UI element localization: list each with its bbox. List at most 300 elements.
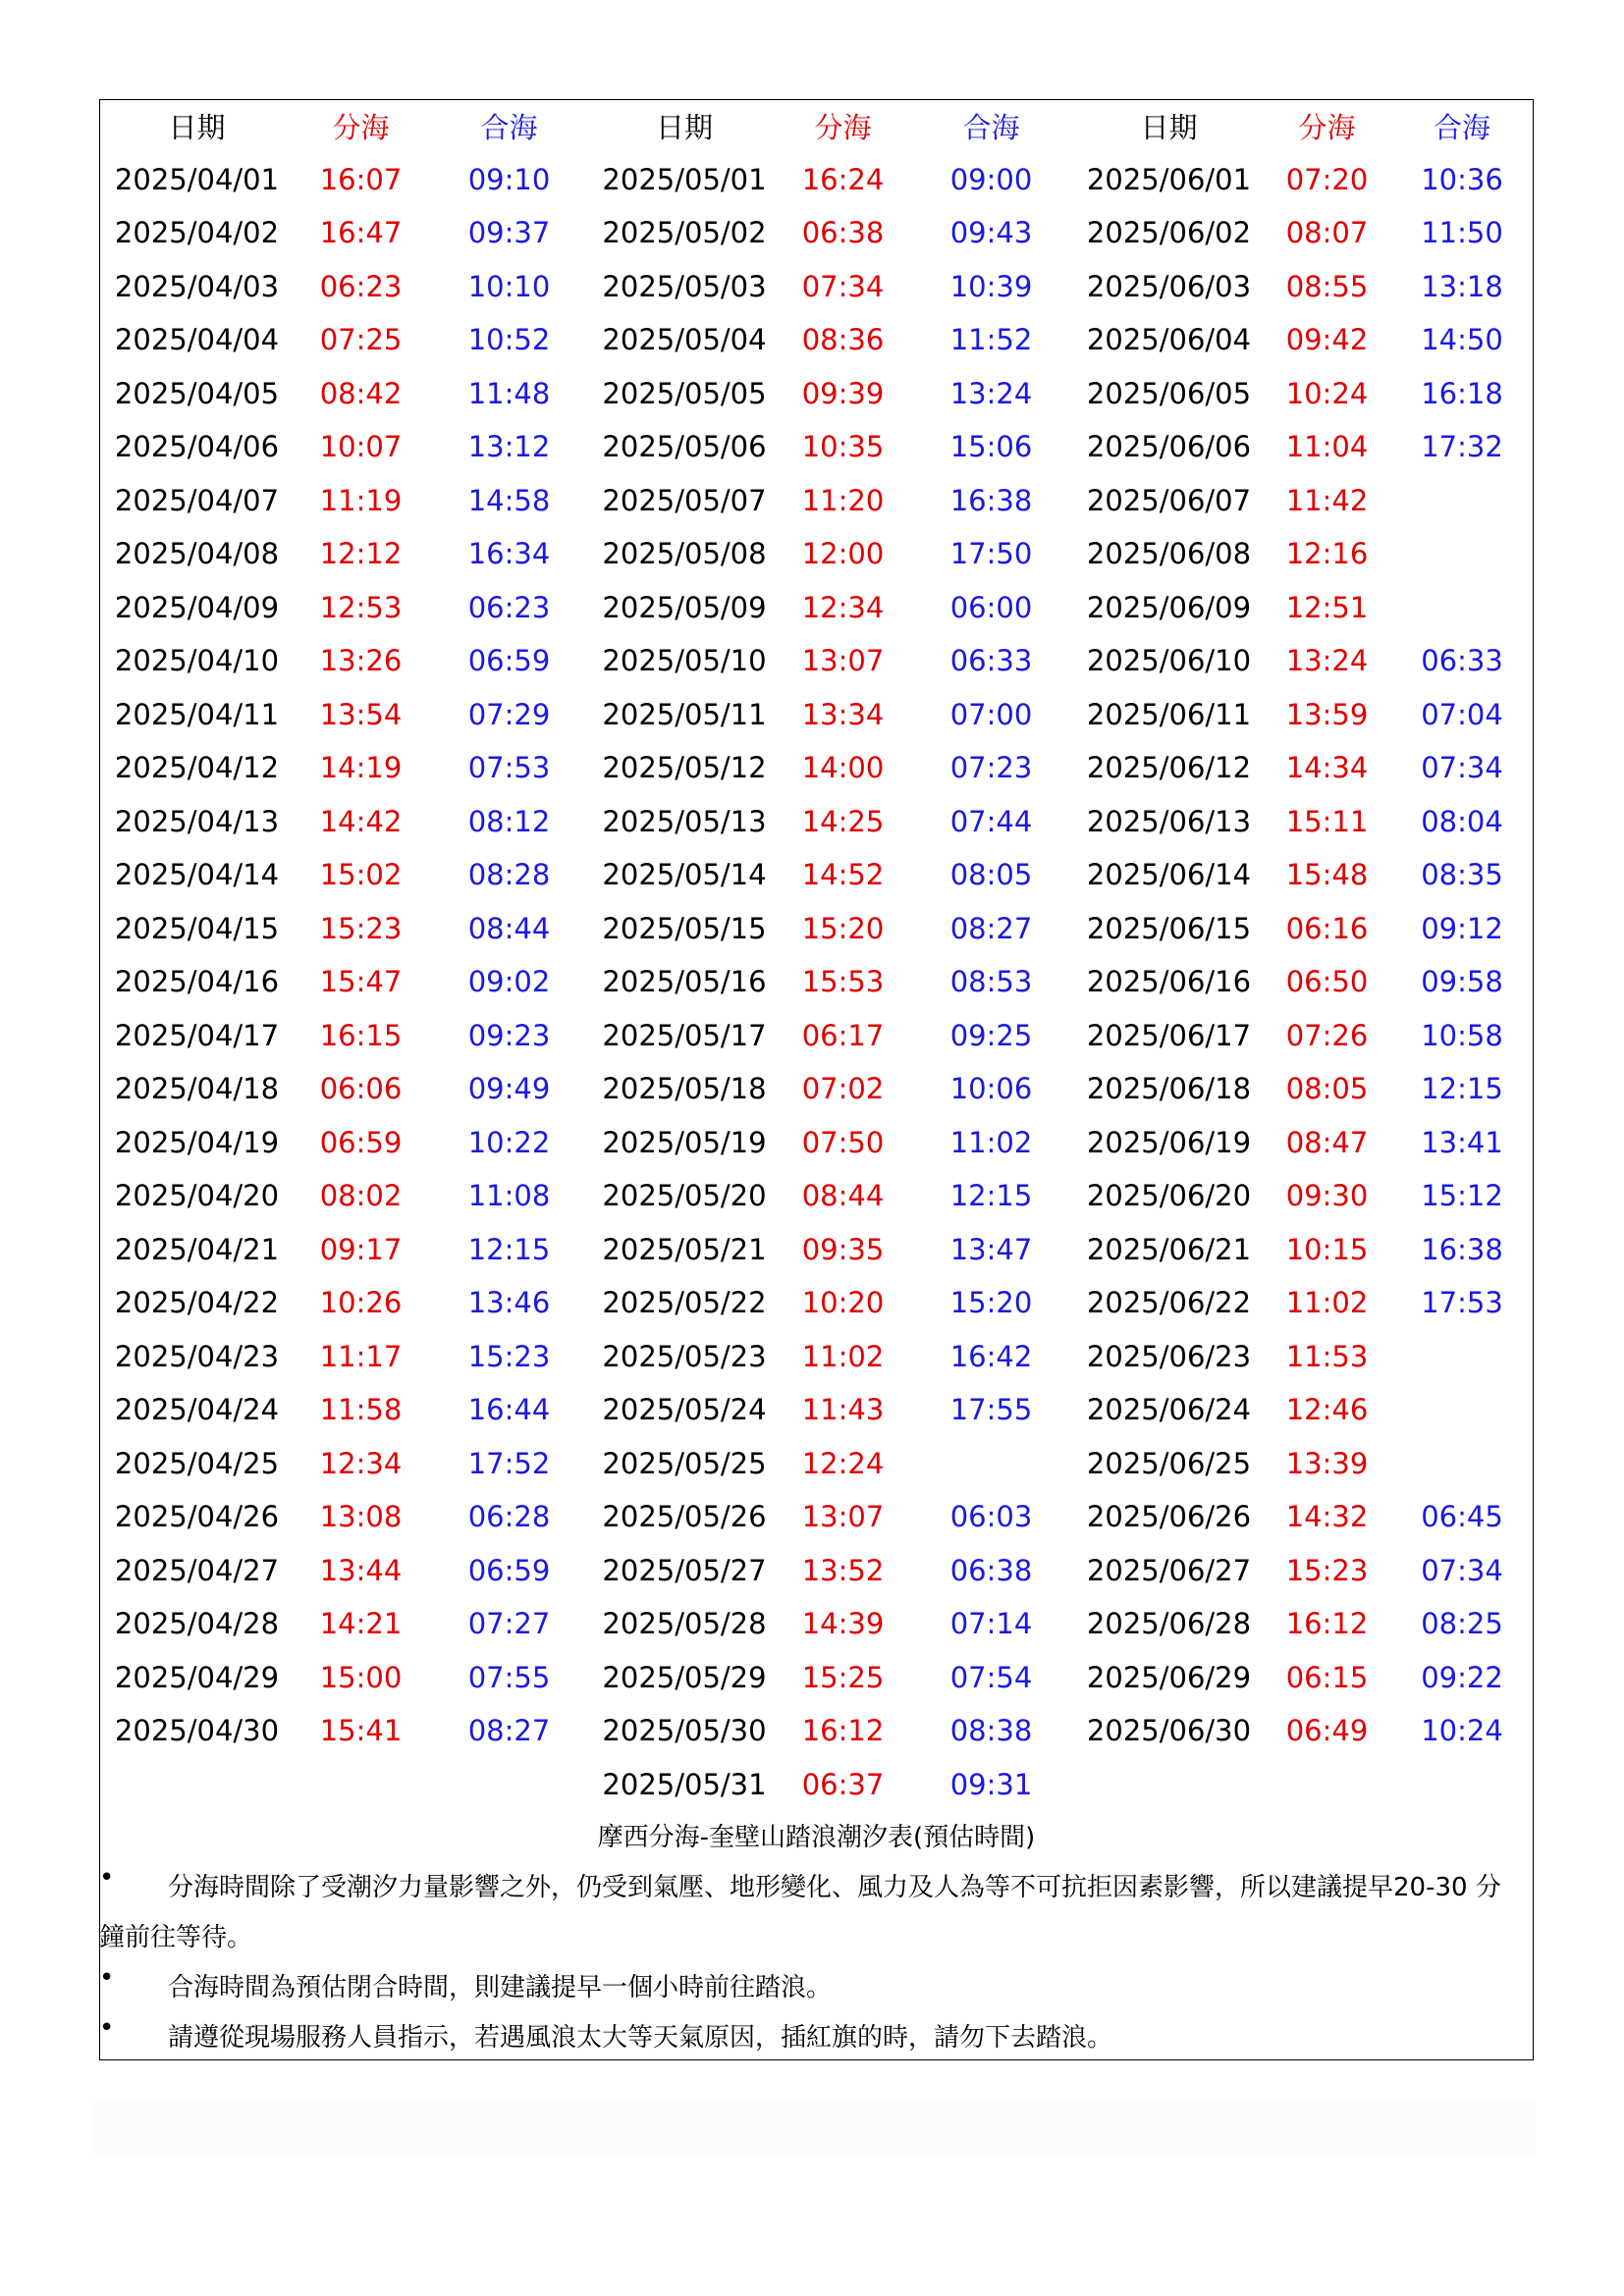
table-row [99, 1437, 1534, 1491]
june-date-cell: 2025/06/14 [1086, 858, 1252, 892]
june-date-cell: 2025/06/02 [1086, 216, 1252, 250]
june-merge-cell: 06:45 [1421, 1500, 1503, 1534]
may-date-cell: 2025/05/31 [602, 1767, 767, 1801]
may-split-cell: 15:20 [801, 911, 885, 945]
may-merge-cell: 07:54 [949, 1660, 1033, 1694]
april-merge-cell: 09:10 [467, 162, 551, 196]
june-merge-cell: 10:58 [1421, 1018, 1503, 1052]
may-merge-cell: 07:23 [949, 751, 1033, 785]
may-date-cell: 2025/05/10 [602, 644, 767, 678]
april-merge-cell: 06:23 [467, 590, 551, 624]
april-merge-cell: 09:37 [467, 216, 551, 250]
april-date-cell: 2025/04/22 [114, 1286, 280, 1320]
april-split-cell: 13:54 [319, 697, 403, 731]
april-split-cell: 13:26 [319, 644, 403, 678]
june-date-cell: 2025/06/30 [1086, 1714, 1252, 1748]
april-merge-cell: 07:27 [467, 1607, 551, 1641]
april-merge-cell: 09:49 [467, 1072, 551, 1106]
june-merge-cell: 10:24 [1421, 1714, 1503, 1748]
june-split-cell: 10:24 [1285, 376, 1369, 410]
header-split-june: 分海 [1298, 110, 1356, 144]
may-date-cell: 2025/05/09 [602, 590, 767, 624]
april-split-cell: 14:19 [319, 751, 403, 785]
april-merge-cell: 06:59 [467, 1553, 551, 1587]
table-row [99, 367, 1534, 421]
june-split-cell: 11:04 [1285, 430, 1369, 464]
may-merge-cell: 06:33 [949, 644, 1033, 678]
april-merge-cell: 09:23 [467, 1018, 551, 1052]
april-split-cell: 14:21 [319, 1607, 403, 1641]
april-date-cell: 2025/04/02 [114, 216, 280, 250]
may-split-cell: 09:35 [801, 1232, 885, 1266]
april-split-cell: 12:53 [319, 590, 403, 624]
note-text-3: 請遵從現場服務人員指示，若遇風浪太大等天氣原因，插紅旗的時，請勿下去踏浪。 [168, 2023, 1113, 2053]
may-date-cell: 2025/05/18 [602, 1072, 767, 1106]
table-row [99, 1276, 1534, 1330]
header-merge-april: 合海 [480, 110, 538, 144]
april-date-cell [99, 1758, 295, 1812]
april-split-cell: 12:34 [319, 1446, 403, 1480]
june-merge-cell: 16:18 [1421, 376, 1503, 410]
table-row [99, 313, 1534, 367]
june-merge-cell: 09:58 [1421, 965, 1503, 999]
april-split-cell: 11:58 [319, 1393, 403, 1427]
april-split-cell: 06:59 [319, 1125, 403, 1159]
may-split-cell: 13:52 [801, 1553, 885, 1587]
june-merge-cell: 12:15 [1421, 1072, 1503, 1106]
table-row [99, 1116, 1534, 1170]
april-split-cell: 16:47 [319, 216, 403, 250]
april-merge-cell: 13:46 [467, 1286, 551, 1320]
june-date-cell: 2025/06/10 [1086, 644, 1252, 678]
header-split-may: 分海 [814, 110, 872, 144]
table-row [99, 848, 1534, 902]
note-item-1 [99, 1863, 1534, 1965]
note-item-3 [99, 2013, 1534, 2063]
may-date-cell: 2025/05/20 [602, 1179, 767, 1213]
may-date-cell: 2025/05/05 [602, 376, 767, 410]
footer-band [92, 2102, 1536, 2154]
april-date-cell: 2025/04/25 [114, 1446, 280, 1480]
june-merge-cell [1390, 1437, 1534, 1491]
june-split-cell: 06:15 [1285, 1660, 1369, 1694]
april-merge-cell: 17:52 [467, 1446, 551, 1480]
june-date-cell: 2025/06/27 [1086, 1553, 1252, 1587]
june-split-cell: 14:32 [1285, 1500, 1369, 1534]
table-row [99, 1383, 1534, 1437]
june-split-cell: 12:51 [1285, 590, 1369, 624]
may-merge-cell: 07:00 [949, 697, 1033, 731]
may-split-cell: 06:38 [801, 216, 885, 250]
april-merge-cell: 07:53 [467, 751, 551, 785]
header-row [99, 99, 1534, 153]
may-date-cell: 2025/05/12 [602, 751, 767, 785]
may-date-cell: 2025/05/03 [602, 269, 767, 303]
april-merge-cell: 15:23 [467, 1339, 551, 1373]
may-split-cell: 10:35 [801, 430, 885, 464]
april-merge-cell: 08:28 [467, 858, 551, 892]
may-merge-cell: 08:05 [949, 858, 1033, 892]
june-split-cell: 15:23 [1285, 1553, 1369, 1587]
table-row [99, 420, 1534, 474]
june-date-cell: 2025/06/08 [1086, 537, 1252, 571]
may-split-cell: 07:34 [801, 269, 885, 303]
may-date-cell: 2025/05/04 [602, 323, 767, 357]
header-merge-may: 合海 [962, 110, 1020, 144]
june-merge-cell [1390, 1330, 1534, 1384]
june-merge-cell: 09:22 [1421, 1660, 1503, 1694]
table-row [99, 1597, 1534, 1651]
table-caption: 摩西分海-奎壁山踏浪潮汐表(預估時間) [597, 1823, 1036, 1852]
june-merge-cell: 14:50 [1421, 323, 1503, 357]
table-row [99, 581, 1534, 635]
june-merge-cell: 10:36 [1421, 162, 1503, 196]
april-merge-cell: 16:34 [467, 537, 551, 571]
june-date-cell: 2025/06/13 [1086, 804, 1252, 838]
may-split-cell: 12:00 [801, 537, 885, 571]
june-date-cell: 2025/06/03 [1086, 269, 1252, 303]
april-date-cell: 2025/04/16 [114, 965, 280, 999]
april-split-cell: 07:25 [319, 323, 403, 357]
april-merge-cell: 06:28 [467, 1500, 551, 1534]
may-merge-cell [908, 1437, 1074, 1491]
june-split-cell: 06:50 [1285, 965, 1369, 999]
table-row [99, 688, 1534, 742]
april-split-cell: 15:41 [319, 1714, 403, 1748]
june-split-cell: 08:07 [1285, 216, 1369, 250]
april-split-cell: 15:23 [319, 911, 403, 945]
table-row [99, 1490, 1534, 1544]
april-merge-cell: 06:59 [467, 644, 551, 678]
april-date-cell: 2025/04/01 [114, 162, 280, 196]
may-date-cell: 2025/05/11 [602, 697, 767, 731]
june-merge-cell: 11:50 [1421, 216, 1503, 250]
header-split-april: 分海 [332, 110, 390, 144]
april-date-cell: 2025/04/26 [114, 1500, 280, 1534]
june-merge-cell: 15:12 [1421, 1179, 1503, 1213]
table-row [99, 955, 1534, 1009]
header-date-june: 日期 [1140, 110, 1198, 144]
april-merge-cell: 07:29 [467, 697, 551, 731]
june-date-cell: 2025/06/22 [1086, 1286, 1252, 1320]
april-date-cell: 2025/04/20 [114, 1179, 280, 1213]
may-merge-cell: 11:52 [949, 323, 1033, 357]
june-date-cell: 2025/06/29 [1086, 1660, 1252, 1694]
may-date-cell: 2025/05/28 [602, 1607, 767, 1641]
table-row [99, 902, 1534, 956]
june-split-cell: 06:16 [1285, 911, 1369, 945]
may-merge-cell: 11:02 [949, 1125, 1033, 1159]
june-merge-cell: 07:34 [1421, 751, 1503, 785]
may-split-cell: 16:24 [801, 162, 885, 196]
april-date-cell: 2025/04/21 [114, 1232, 280, 1266]
may-merge-cell: 15:06 [949, 430, 1033, 464]
june-split-cell: 08:55 [1285, 269, 1369, 303]
april-date-cell: 2025/04/24 [114, 1393, 280, 1427]
may-split-cell: 13:07 [801, 644, 885, 678]
may-date-cell: 2025/05/25 [602, 1446, 767, 1480]
april-date-cell: 2025/04/03 [114, 269, 280, 303]
table-row [99, 741, 1534, 795]
may-merge-cell: 06:38 [949, 1553, 1033, 1587]
april-split-cell: 13:44 [319, 1553, 403, 1587]
may-split-cell: 14:00 [801, 751, 885, 785]
table-row [99, 260, 1534, 314]
april-date-cell: 2025/04/18 [114, 1072, 280, 1106]
may-split-cell: 13:07 [801, 1500, 885, 1534]
april-merge-cell: 16:44 [467, 1393, 551, 1427]
may-date-cell: 2025/05/24 [602, 1393, 767, 1427]
april-date-cell: 2025/04/08 [114, 537, 280, 571]
june-split-cell: 11:02 [1285, 1286, 1369, 1320]
table-row [99, 1223, 1534, 1277]
may-date-cell: 2025/05/23 [602, 1339, 767, 1373]
may-date-cell: 2025/05/21 [602, 1232, 767, 1266]
april-merge-cell [427, 1758, 591, 1812]
may-split-cell: 11:43 [801, 1393, 885, 1427]
april-date-cell: 2025/04/06 [114, 430, 280, 464]
april-split-cell: 15:00 [319, 1660, 403, 1694]
april-date-cell: 2025/04/11 [114, 697, 280, 731]
april-split-cell: 10:07 [319, 430, 403, 464]
june-merge-cell: 07:34 [1421, 1553, 1503, 1587]
may-merge-cell: 17:55 [949, 1393, 1033, 1427]
may-merge-cell: 13:24 [949, 376, 1033, 410]
header-date-april: 日期 [168, 110, 226, 144]
june-split-cell: 09:30 [1285, 1179, 1369, 1213]
april-split-cell: 15:47 [319, 965, 403, 999]
may-split-cell: 15:25 [801, 1660, 885, 1694]
april-merge-cell: 13:12 [467, 430, 551, 464]
may-merge-cell: 06:03 [949, 1500, 1033, 1534]
june-split-cell: 11:53 [1285, 1339, 1369, 1373]
note-text-1: 分海時間除了受潮汐力量影響之外，仍受到氣壓、地形變化、風力及人為等不可抗拒因素影響，所以建議提早20-30 分鐘前往等待。 [99, 1873, 1501, 1952]
may-merge-cell: 09:31 [949, 1767, 1033, 1801]
may-split-cell: 06:37 [801, 1767, 885, 1801]
june-split-cell: 12:16 [1285, 537, 1369, 571]
may-split-cell: 06:17 [801, 1018, 885, 1052]
june-date-cell: 2025/06/07 [1086, 483, 1252, 517]
april-split-cell: 10:26 [319, 1286, 403, 1320]
may-date-cell: 2025/05/07 [602, 483, 767, 517]
june-split-cell: 08:47 [1285, 1125, 1369, 1159]
table-row [99, 474, 1534, 528]
table-row [99, 795, 1534, 849]
may-merge-cell: 09:25 [949, 1018, 1033, 1052]
april-merge-cell: 09:02 [467, 965, 551, 999]
june-date-cell: 2025/06/05 [1086, 376, 1252, 410]
april-date-cell: 2025/04/29 [114, 1660, 280, 1694]
june-date-cell: 2025/06/12 [1086, 751, 1252, 785]
june-merge-cell: 13:18 [1421, 269, 1503, 303]
april-split-cell: 16:07 [319, 162, 403, 196]
may-merge-cell: 06:00 [949, 590, 1033, 624]
may-date-cell: 2025/05/02 [602, 216, 767, 250]
table-row [99, 1169, 1534, 1223]
june-merge-cell [1390, 581, 1534, 635]
april-date-cell: 2025/04/13 [114, 804, 280, 838]
may-split-cell: 11:02 [801, 1339, 885, 1373]
april-date-cell: 2025/04/17 [114, 1018, 280, 1052]
june-date-cell: 2025/06/06 [1086, 430, 1252, 464]
april-split-cell: 06:23 [319, 269, 403, 303]
june-date-cell [1074, 1758, 1264, 1812]
april-split-cell: 13:08 [319, 1500, 403, 1534]
header-merge-june: 合海 [1433, 110, 1490, 144]
may-split-cell: 10:20 [801, 1286, 885, 1320]
may-merge-cell: 13:47 [949, 1232, 1033, 1266]
table-row [99, 634, 1534, 688]
may-split-cell: 15:53 [801, 965, 885, 999]
bullet-1: • [99, 1863, 115, 1893]
june-date-cell: 2025/06/20 [1086, 1179, 1252, 1213]
april-merge-cell: 14:58 [467, 483, 551, 517]
april-merge-cell: 11:08 [467, 1179, 551, 1213]
table-row [99, 1544, 1534, 1598]
june-merge-cell: 08:25 [1421, 1607, 1503, 1641]
june-date-cell: 2025/06/26 [1086, 1500, 1252, 1534]
table-row [99, 1009, 1534, 1063]
june-merge-cell: 08:04 [1421, 804, 1503, 838]
april-split-cell: 06:06 [319, 1072, 403, 1106]
june-date-cell: 2025/06/28 [1086, 1607, 1252, 1641]
may-date-cell: 2025/05/27 [602, 1553, 767, 1587]
april-split-cell: 12:12 [319, 537, 403, 571]
april-date-cell: 2025/04/09 [114, 590, 280, 624]
june-split-cell: 07:20 [1285, 162, 1369, 196]
june-date-cell: 2025/06/23 [1086, 1339, 1252, 1373]
table-row [99, 153, 1534, 207]
june-split-cell: 12:46 [1285, 1393, 1369, 1427]
may-split-cell: 08:36 [801, 323, 885, 357]
april-date-cell: 2025/04/19 [114, 1125, 280, 1159]
april-split-cell: 11:17 [319, 1339, 403, 1373]
june-split-cell: 15:11 [1285, 804, 1369, 838]
june-split-cell: 15:48 [1285, 858, 1369, 892]
june-merge-cell [1390, 474, 1534, 528]
april-split-cell: 14:42 [319, 804, 403, 838]
may-split-cell: 14:25 [801, 804, 885, 838]
june-merge-cell: 09:12 [1421, 911, 1503, 945]
note-text-2: 合海時間為預估閉合時間，則建議提早一個小時前往踏浪。 [168, 1973, 833, 2002]
june-merge-cell: 07:04 [1421, 697, 1503, 731]
may-date-cell: 2025/05/30 [602, 1714, 767, 1748]
header-date-may: 日期 [655, 110, 713, 144]
june-merge-cell: 13:41 [1421, 1125, 1503, 1159]
may-merge-cell: 09:00 [949, 162, 1033, 196]
june-merge-cell: 16:38 [1421, 1232, 1503, 1266]
may-merge-cell: 16:38 [949, 483, 1033, 517]
april-split-cell: 16:15 [319, 1018, 403, 1052]
table-row [99, 1330, 1534, 1384]
june-merge-cell: 06:33 [1421, 644, 1503, 678]
may-merge-cell: 08:38 [949, 1714, 1033, 1748]
may-split-cell: 08:44 [801, 1179, 885, 1213]
may-merge-cell: 08:53 [949, 965, 1033, 999]
table-row [99, 1062, 1534, 1116]
june-split-cell [1264, 1758, 1390, 1812]
june-merge-cell: 17:32 [1421, 430, 1503, 464]
june-merge-cell [1390, 1758, 1534, 1812]
may-split-cell: 14:52 [801, 858, 885, 892]
may-split-cell: 12:34 [801, 590, 885, 624]
may-date-cell: 2025/05/06 [602, 430, 767, 464]
june-merge-cell: 08:35 [1421, 858, 1503, 892]
april-merge-cell: 08:12 [467, 804, 551, 838]
tide-table [99, 99, 1534, 1811]
june-date-cell: 2025/06/19 [1086, 1125, 1252, 1159]
june-split-cell: 13:39 [1285, 1446, 1369, 1480]
may-merge-cell: 07:14 [949, 1607, 1033, 1641]
may-split-cell: 12:24 [801, 1446, 885, 1480]
may-split-cell: 11:20 [801, 483, 885, 517]
may-date-cell: 2025/05/22 [602, 1286, 767, 1320]
table-row [99, 206, 1534, 260]
april-merge-cell: 10:22 [467, 1125, 551, 1159]
june-split-cell: 13:24 [1285, 644, 1369, 678]
june-split-cell: 06:49 [1285, 1714, 1369, 1748]
may-merge-cell: 10:06 [949, 1072, 1033, 1106]
table-row [99, 1704, 1534, 1758]
may-split-cell: 09:39 [801, 376, 885, 410]
june-date-cell: 2025/06/17 [1086, 1018, 1252, 1052]
june-date-cell: 2025/06/18 [1086, 1072, 1252, 1106]
june-split-cell: 08:05 [1285, 1072, 1369, 1106]
june-date-cell: 2025/06/25 [1086, 1446, 1252, 1480]
june-merge-cell [1390, 527, 1534, 581]
may-date-cell: 2025/05/08 [602, 537, 767, 571]
june-split-cell: 11:42 [1285, 483, 1369, 517]
tide-table-body [99, 153, 1534, 1812]
may-date-cell: 2025/05/16 [602, 965, 767, 999]
april-date-cell: 2025/04/12 [114, 751, 280, 785]
may-date-cell: 2025/05/13 [602, 804, 767, 838]
may-split-cell: 13:34 [801, 697, 885, 731]
june-date-cell: 2025/06/16 [1086, 965, 1252, 999]
may-date-cell: 2025/05/29 [602, 1660, 767, 1694]
april-date-cell: 2025/04/28 [114, 1607, 280, 1641]
april-merge-cell: 10:52 [467, 323, 551, 357]
may-split-cell: 16:12 [801, 1714, 885, 1748]
april-date-cell: 2025/04/30 [114, 1714, 280, 1748]
april-merge-cell: 07:55 [467, 1660, 551, 1694]
april-date-cell: 2025/04/14 [114, 858, 280, 892]
bullet-3: • [99, 2013, 115, 2043]
april-split-cell: 11:19 [319, 483, 403, 517]
table-row [99, 1651, 1534, 1705]
may-split-cell: 07:02 [801, 1072, 885, 1106]
june-merge-cell [1390, 1383, 1534, 1437]
april-date-cell: 2025/04/15 [114, 911, 280, 945]
june-merge-cell: 17:53 [1421, 1286, 1503, 1320]
june-split-cell: 16:12 [1285, 1607, 1369, 1641]
bullet-2: • [99, 1963, 115, 1993]
june-date-cell: 2025/06/11 [1086, 697, 1252, 731]
june-split-cell: 07:26 [1285, 1018, 1369, 1052]
april-merge-cell: 11:48 [467, 376, 551, 410]
april-split-cell: 09:17 [319, 1232, 403, 1266]
may-merge-cell: 15:20 [949, 1286, 1033, 1320]
may-merge-cell: 09:43 [949, 216, 1033, 250]
april-merge-cell: 10:10 [467, 269, 551, 303]
april-split-cell: 08:42 [319, 376, 403, 410]
april-merge-cell: 12:15 [467, 1232, 551, 1266]
may-merge-cell: 16:42 [949, 1339, 1033, 1373]
april-date-cell: 2025/04/04 [114, 323, 280, 357]
note-item-2 [99, 1963, 1534, 2013]
may-merge-cell: 12:15 [949, 1179, 1033, 1213]
april-split-cell [295, 1758, 427, 1812]
